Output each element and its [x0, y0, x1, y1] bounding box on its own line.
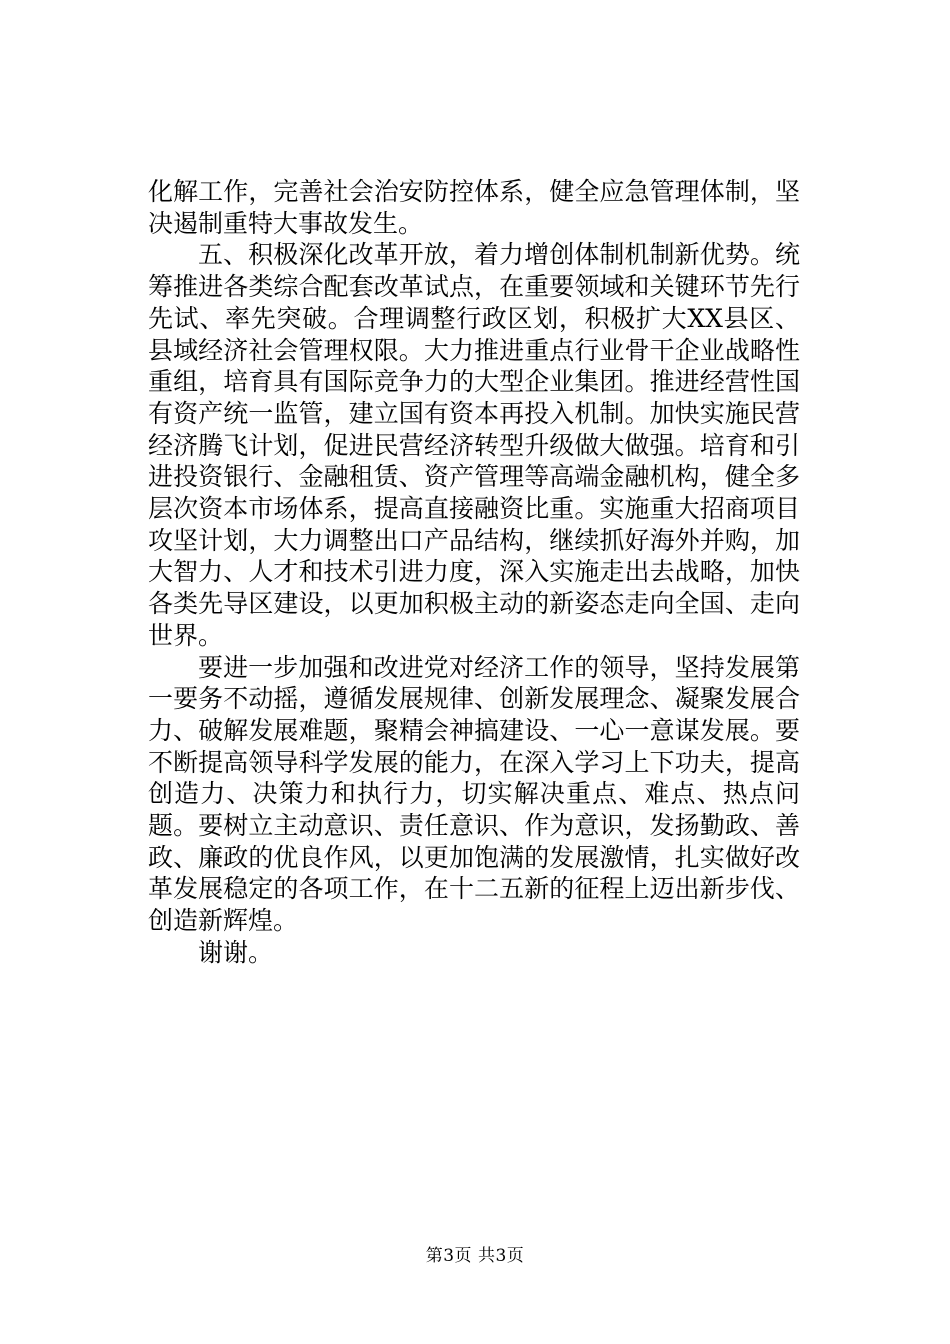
paragraph-thanks: 谢谢。 — [198, 937, 274, 967]
page-number-footer: 第3页 共3页 — [425, 1246, 525, 1266]
paragraph-continuation: 化解工作，完善社会治安防控体系，健全应急管理体制，坚决遏制重特大事故发生。 — [148, 177, 800, 238]
document-body — [148, 176, 800, 969]
paragraph-party-leadership: 要进一步加强和改进党对经济工作的领导，坚持发展第一要务不动摇，遵循发展规律、创新发展理念、凝聚发展合力、破解发展难题，聚精会神搞建设、一心一意谋发展。要不断提高领导科学发展的能力，在深入学习上下功夫，提高创造力、决策力和执行力，切实解决重点、难点、热点问题。要树立主动意识、责任意识、作为意识，发扬勤政、善政、廉政的优良作风，以更加饱满的发展激情，扎实做好改革发展稳定的各项工作，在十二五新的征程上迈出新步伐、创造新辉煌。 — [148, 652, 800, 936]
paragraph-reform-opening: 五、积极深化改革开放，着力增创体制机制新优势。统筹推进各类综合配套改革试点，在重要领域和关键环节先行先试、率先突破。合理调整行政区划，积极扩大XX县区、县域经济社会管理权限。大力推进重点行业骨干企业战略性重组，培育具有国际竞争力的大型企业集团。推进经营性国有资产统一监管，建立国有资本再投入机制。加快实施民营经济腾飞计划，促进民营经济转型升级做大做强。培育和引进投资银行、金融租赁、资产管理等高端金融机构，健全多层次资本市场体系，提高直接融资比重。实施重大招商项目攻坚计划，大力调整出口产品结构，继续抓好海外并购，加大智力、人才和技术引进力度，深入实施走出去战略，加快各类先导区建设，以更加积极主动的新姿态走向全国、走向世界。 — [148, 240, 800, 650]
